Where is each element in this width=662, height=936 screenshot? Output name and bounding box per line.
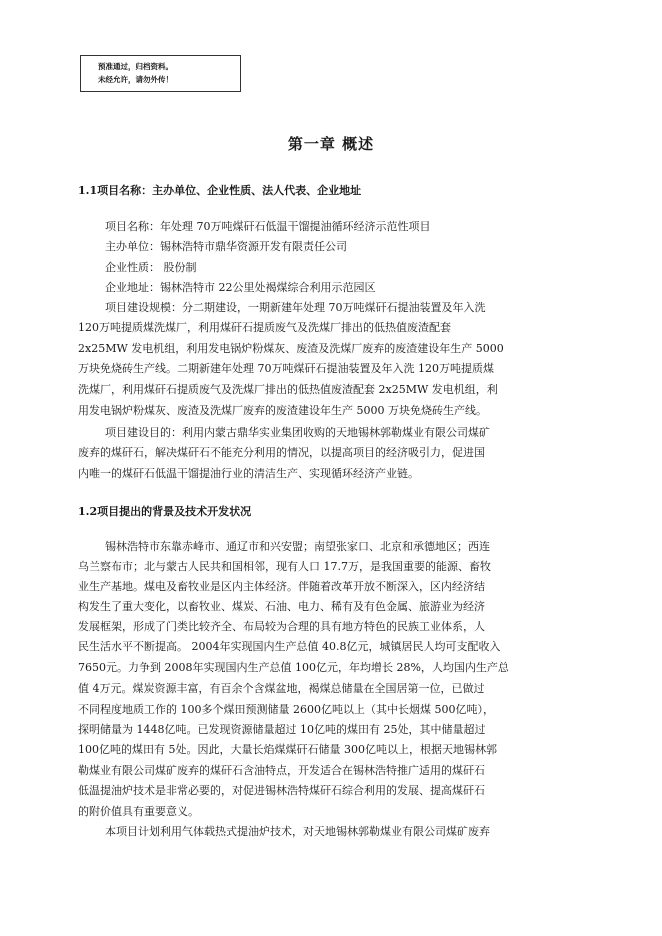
paragraph-line: 本项目计划利用气体载热式提油炉技术，对天地锡林郭勒煤业有限公司煤矿废弃 (105, 825, 490, 838)
paragraph-line: 乌兰察布市；北与蒙古人民共和国相邻，现有人口 17.7万，是我国重要的能源、畜牧 (78, 560, 491, 573)
paragraph-line: 不同程度地质工作的 100多个煤田预测储量 2600亿吨以上（其中长烟煤 500亿吨）， (78, 703, 494, 716)
paragraph-line: 废弃的煤矸石，解决煤矸石不能充分利用的情况，以提高项目的经济吸引力，促进国 (78, 446, 485, 459)
stamp-box (80, 55, 241, 92)
paragraph-line: 低温提油炉技术是非常必要的，对促进锡林浩特煤矸石综合利用的发展、提高煤矸石 (78, 784, 485, 797)
paragraph-line: 100亿吨的煤田有 5处。因此，大量长焰煤煤矸石储量 300亿吨以上，根据天地锡林郭 (78, 743, 497, 756)
paragraph-line: 发展框架，形成了门类比较齐全、布局较为合理的具有地方特色的民族工业体系，人 (78, 620, 485, 633)
paragraph-line: 业生产基地。煤电及畜牧业是区内主体经济。伴随着改革开放不断深入，区内经济结 (78, 580, 485, 593)
enterprise-nature-line: 企业性质： 股份制 (105, 261, 197, 274)
stamp-line-1: 预准通过，归档资料。 (98, 62, 173, 71)
paragraph-line: 项目建设规模：分二期建设，一期新建年处理 70万吨煤矸石提油装置及年入洗 (105, 301, 486, 314)
paragraph-line: 项目建设目的：利用内蒙古鼎华实业集团收购的天地锡林郭勒煤业有限公司煤矿 (105, 426, 490, 439)
section-heading-1-1: 1.1项目名称：主办单位、企业性质、法人代表、企业地址 (78, 184, 362, 197)
paragraph-line: 用发电锅炉粉煤灰、废渣及洗煤厂废弃的废渣建设年生产 5000 万块免烧砖生产线。 (78, 404, 487, 417)
paragraph-line: 内唯一的煤矸石低温干馏提油行业的清洁生产、实现循环经济产业链。 (78, 467, 419, 480)
paragraph-line: 勒煤业有限公司煤矿废弃的煤矸石含油特点，开发适合在锡林浩特推广适用的煤矸石 (78, 764, 485, 777)
paragraph-line: 的附价值具有重要意义。 (78, 805, 199, 818)
paragraph-line: 构发生了重大变化，以畜牧业、煤炭、石油、电力、稀有及有色金属、旅游业为经济 (78, 600, 485, 613)
paragraph-line: 万块免烧砖生产线。二期新建年处理 70万吨煤矸石提油装置及年入洗 120万吨提质煤 (78, 362, 494, 375)
paragraph-line: 探明储量为 1448亿吨。已发现资源储量超过 10亿吨的煤田有 25处，其中储量超过 (78, 723, 486, 736)
paragraph-line: 值 4万元。煤炭资源丰富，有百余个含煤盆地，褐煤总储量在全国居第一位，已做过 (78, 682, 485, 695)
paragraph-line: 洗煤厂，利用煤矸石提质废气及洗煤厂排出的低热值废渣配套 2x25MW 发电机组，利 (78, 383, 498, 396)
project-name-line: 项目名称：年处理 70万吨煤矸石低温干馏提油循环经济示范性项目 (105, 220, 431, 233)
paragraph-line: 民生活水平不断提高。 2004年实现国内生产总值 40.8亿元，城镇居民人均可支配收入 (78, 640, 501, 653)
enterprise-address-line: 企业地址：锡林浩特市 22公里处褐煤综合利用示范园区 (105, 281, 376, 294)
paragraph-line: 120万吨提质煤洗煤厂，利用煤矸石提质废气及洗煤厂排出的低热值废渣配套 (78, 321, 451, 334)
section-heading-1-2: 1.2项目提出的背景及技术开发状况 (78, 505, 252, 518)
paragraph-line: 7650元。力争到 2008年实现国内生产总值 100亿元，年均增长 28%，人均国内生产总 (78, 661, 509, 674)
chapter-title: 第一章 概述 (287, 135, 375, 153)
paragraph-line: 2x25MW 发电机组，利用发电锅炉粉煤灰、废渣及洗煤厂废弃的废渣建设年生产 5000 (78, 342, 504, 355)
stamp-line-2: 未经允许，请勿外传！ (98, 75, 173, 84)
paragraph-line: 锡林浩特市东靠赤峰市、通辽市和兴安盟；南望张家口、北京和承德地区；西连 (105, 540, 490, 553)
sponsor-line: 主办单位：锡林浩特市鼎华资源开发有限责任公司 (105, 240, 347, 253)
